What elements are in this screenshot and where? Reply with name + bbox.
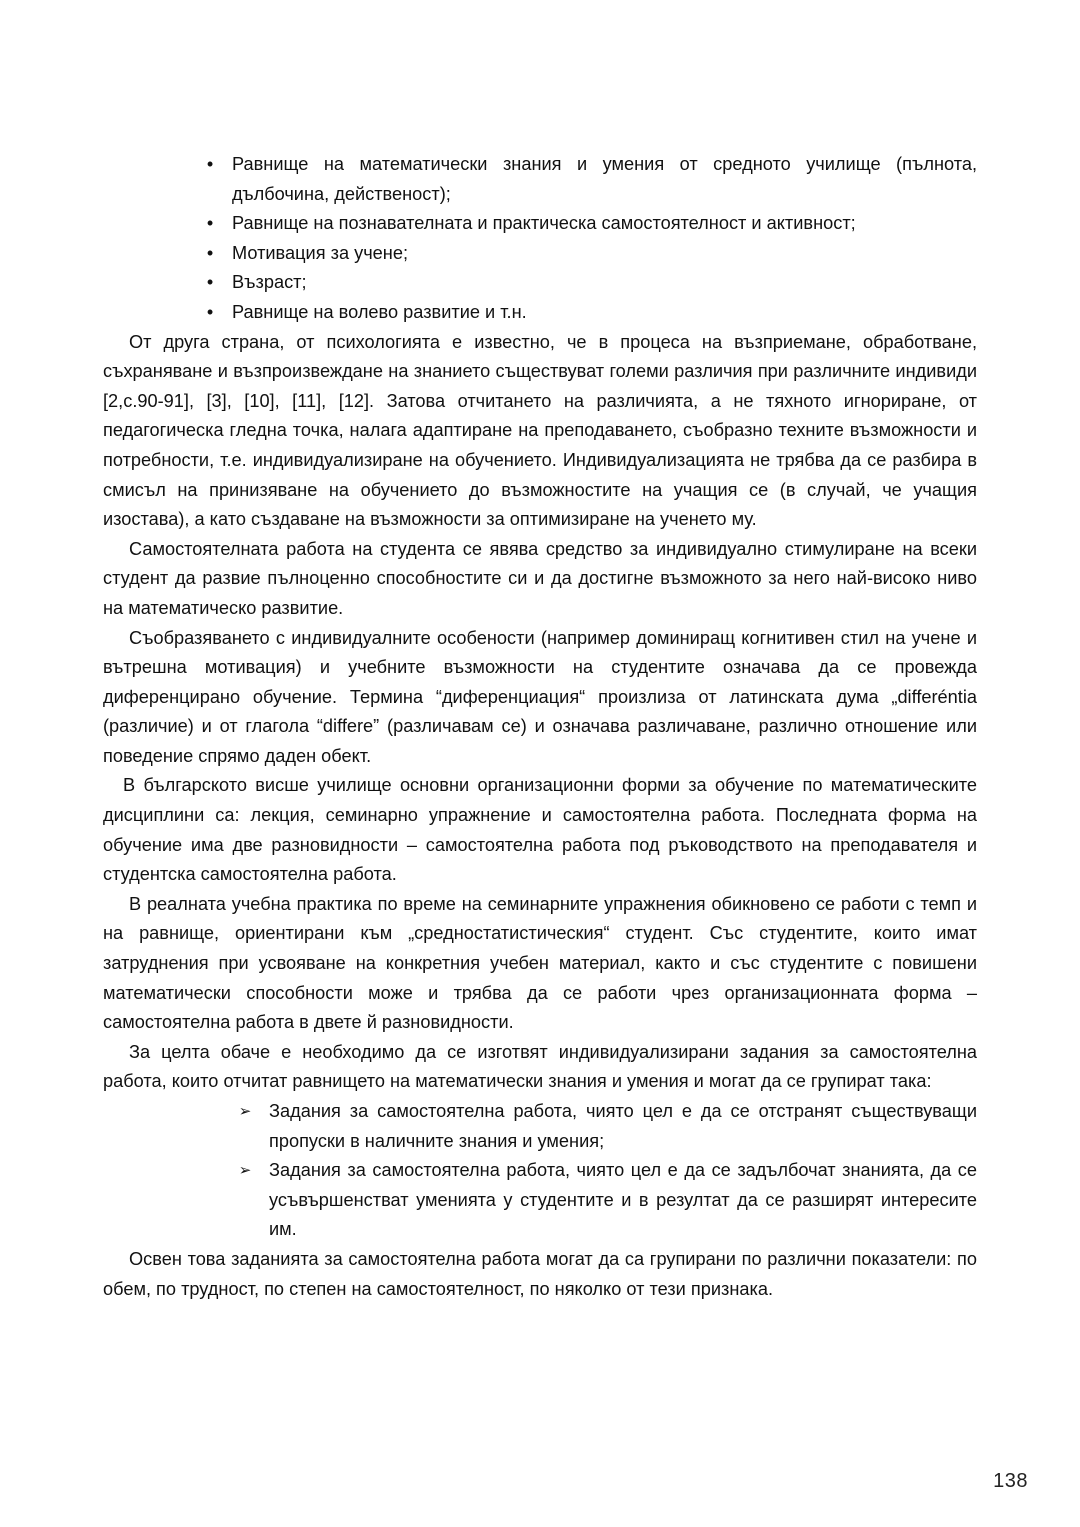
bullet-text: Равнище на математически знания и умения от средното училище (пълнота, дълбочина, действеност);: [232, 154, 977, 204]
bullet-item: [206, 150, 977, 209]
bullet-icon: •: [206, 213, 214, 234]
bullet-item: [206, 268, 977, 298]
bullet-item: [206, 239, 977, 269]
bullet-icon: •: [206, 301, 214, 322]
task-groups-list: [103, 1097, 977, 1245]
criteria-bullet-list: [103, 150, 977, 328]
arrow-item-text: Задания за самостоятелна работа, чиято цел е да се задълбочат знанията, да се усъвършенстват уменията у студентите и в резултат да се разширят интересите им.: [269, 1160, 977, 1240]
page-number: 138: [993, 1470, 1028, 1492]
paragraph-seminar-practice: В реалната учебна практика по време на семинарните упражнения обикновено се работи с темп и на равнище, ориентирани към „средностатистическия“ студент. Със студентите, които имат затруднения при усвояване на конкретния учебен материал, както и със студентите с повишени математически способности може и трябва да се работи чрез организационната форма – самостоятелна работа в двете й разновидности.: [103, 893, 977, 1033]
bullet-text: Равнище на познавателната и практическа самостоятелност и активност;: [232, 213, 856, 234]
paragraph-closing: Освен това заданията за самостоятелна работа могат да са групирани по различни показатели: по обем, по трудност, по степен на самостоятелност, по няколко от тези признака.: [103, 1248, 977, 1299]
bullet-item: [206, 298, 977, 328]
arrow-bullet-icon: ➢: [238, 1161, 252, 1180]
paragraph-independent-work: Самостоятелната работа на студента се явява средство за индивидуално стимулиране на всеки студент да развие пълноценно способностите си и да достигне възможното за него най-високо ниво на математическо развитие.: [103, 538, 977, 618]
bullet-icon: •: [206, 154, 214, 174]
bullet-text: Възраст;: [232, 272, 307, 293]
paragraph-differentiation: Съобразяването с индивидуалните особености (например доминиращ когнитивен стил на учене и вътрешна мотивация) и учебните възможности на студентите означава да се провежда диференцирано обучение. Термина “диференциация“ произлиза от латинската дума „differéntia (различие) и от глагола “differe” (различавам се) и означава различаване, различно отношение или поведение спрямо даден обект.: [103, 627, 977, 766]
page-content: [103, 150, 977, 1304]
bullet-text: Мотивация за учене;: [232, 242, 409, 263]
bullet-icon: •: [206, 272, 214, 293]
arrow-item: [238, 1156, 977, 1245]
paragraph-organizational-forms: В българското висше училище основни организационни форми за обучение по математическите дисциплини са: лекция, семинарно упражнение и самостоятелна работа. Последната форма на обучение има две разновидности – самостоятелна работа под ръководството на преподавателя и студентска самостоятелна работа.: [103, 775, 977, 885]
bullet-item: [206, 209, 977, 239]
arrow-item-text: Задания за самостоятелна работа, чиято цел е да се отстранят съществуващи пропуски в наличните знания и умения;: [269, 1101, 977, 1151]
arrow-bullet-icon: ➢: [238, 1102, 252, 1120]
paragraph-task-groups-intro: За целта обаче е необходимо да се изготвят индивидуализирани задания за самостоятелна работа, които отчитат равнището на математически знания и умения и могат да се групират така:: [103, 1041, 977, 1092]
bullet-icon: •: [206, 242, 214, 263]
arrow-item: [238, 1097, 977, 1156]
bullet-text: Равнище на волево развитие и т.н.: [232, 301, 527, 322]
paragraph-individual-differences: От друга страна, от психологията е известно, че в процеса на възприемане, обработване, съхраняване и възпроизвеждане на знанието съществуват големи различия при различните индивиди [2,с.90-91], [3], [10], [11], [12]. Затова отчитането на различията, а не тяхното игнориране, от педагогическа гледна точка, налага адаптиране на преподаването, съобразно техните възможности и потребности, т.е. индивидуализиране на обучението. Индивидуализацията не трябва да се разбира в смисъл на принизяване на обучението до възможностите на учащия се (в случай, че учащия изостава), а като създаване на възможности за оптимизиране на ученето му.: [103, 331, 977, 530]
